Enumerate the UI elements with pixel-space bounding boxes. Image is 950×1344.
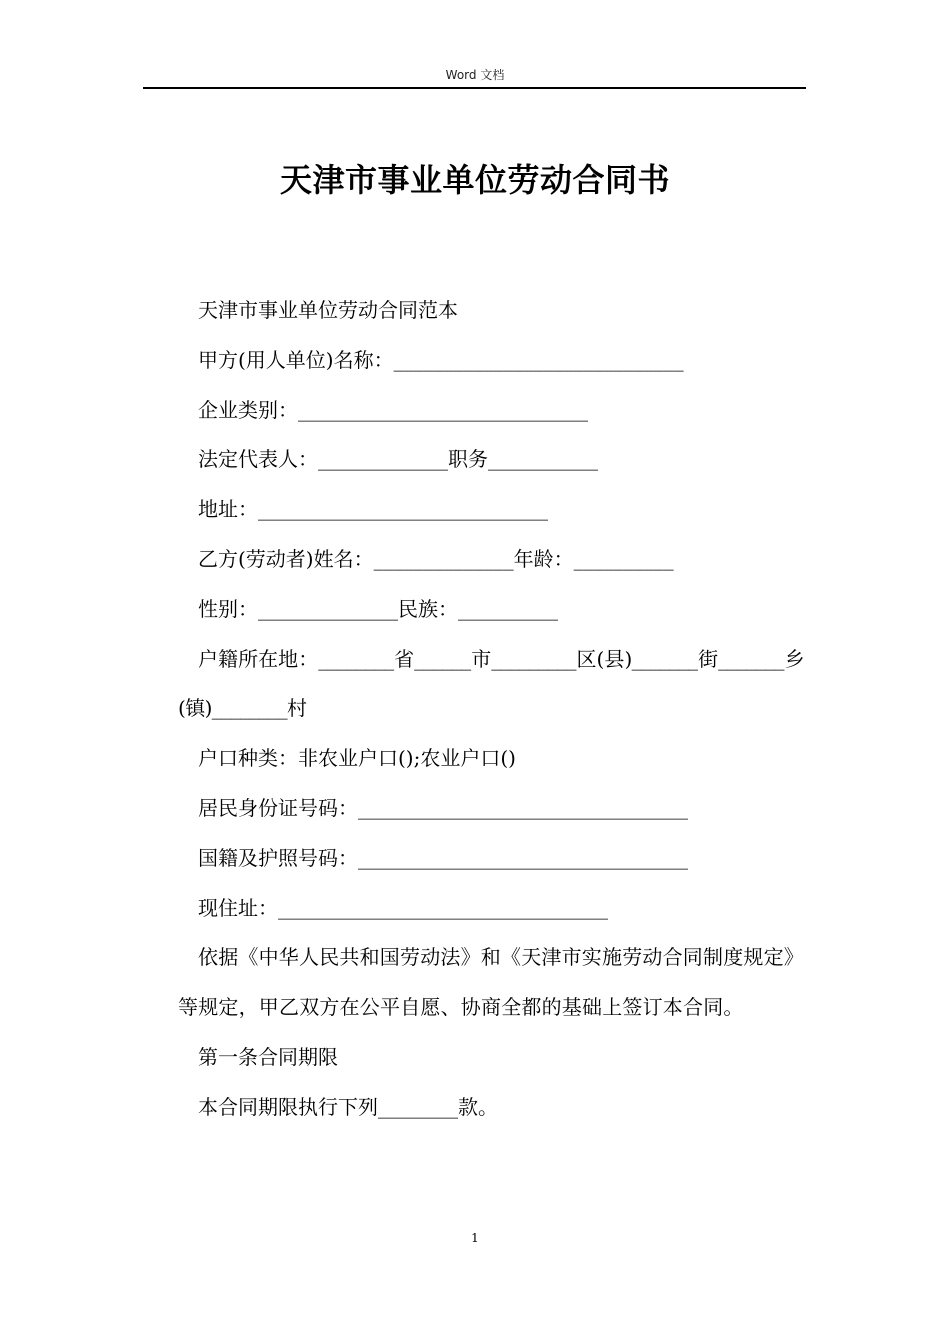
- paragraph-party-b-name: 乙方(劳动者)姓名：______________年龄：__________: [198, 546, 674, 571]
- page-header-text: Word 文档: [445, 68, 505, 82]
- paragraph-contract-template: 天津市事业单位劳动合同范本: [198, 298, 458, 322]
- page-number: 1: [471, 1231, 479, 1245]
- paragraph-household-type: 户口种类：非农业户口();农业户口(): [198, 746, 516, 771]
- paragraph-address: 地址：_____________________________: [198, 497, 548, 522]
- paragraph-gender-ethnicity: 性别：______________民族：__________: [198, 596, 558, 621]
- paragraph-legal-basis: 依据《中华人民共和国劳动法》和《天津市实施劳动合同制度规定》等规定，甲乙双方在公平自愿、协商全都的基础上签订本合同。: [178, 945, 804, 1020]
- paragraph-party-a-name: 甲方(用人单位)名称：_____________________________: [198, 347, 684, 372]
- paragraph-id-number: 居民身份证号码：_________________________________: [198, 795, 688, 820]
- paragraph-enterprise-type: 企业类别：_____________________________: [198, 397, 588, 422]
- paragraph-nationality-passport: 国籍及护照号码：_________________________________: [198, 845, 688, 870]
- header-rule: [143, 87, 806, 89]
- paragraph-current-address: 现住址：_________________________________: [198, 895, 608, 920]
- document-body: [178, 286, 804, 1133]
- document-title: 天津市事业单位劳动合同书: [279, 161, 670, 199]
- paragraph-article-one-heading: 第一条合同期限: [198, 1044, 338, 1069]
- paragraph-household-registration: 户籍所在地：________省______市_________区(县)_______街_______乡(镇)________村: [178, 646, 804, 721]
- paragraph-contract-term: 本合同期限执行下列________款。: [198, 1094, 498, 1119]
- paragraph-legal-representative: 法定代表人：_____________职务___________: [198, 447, 598, 472]
